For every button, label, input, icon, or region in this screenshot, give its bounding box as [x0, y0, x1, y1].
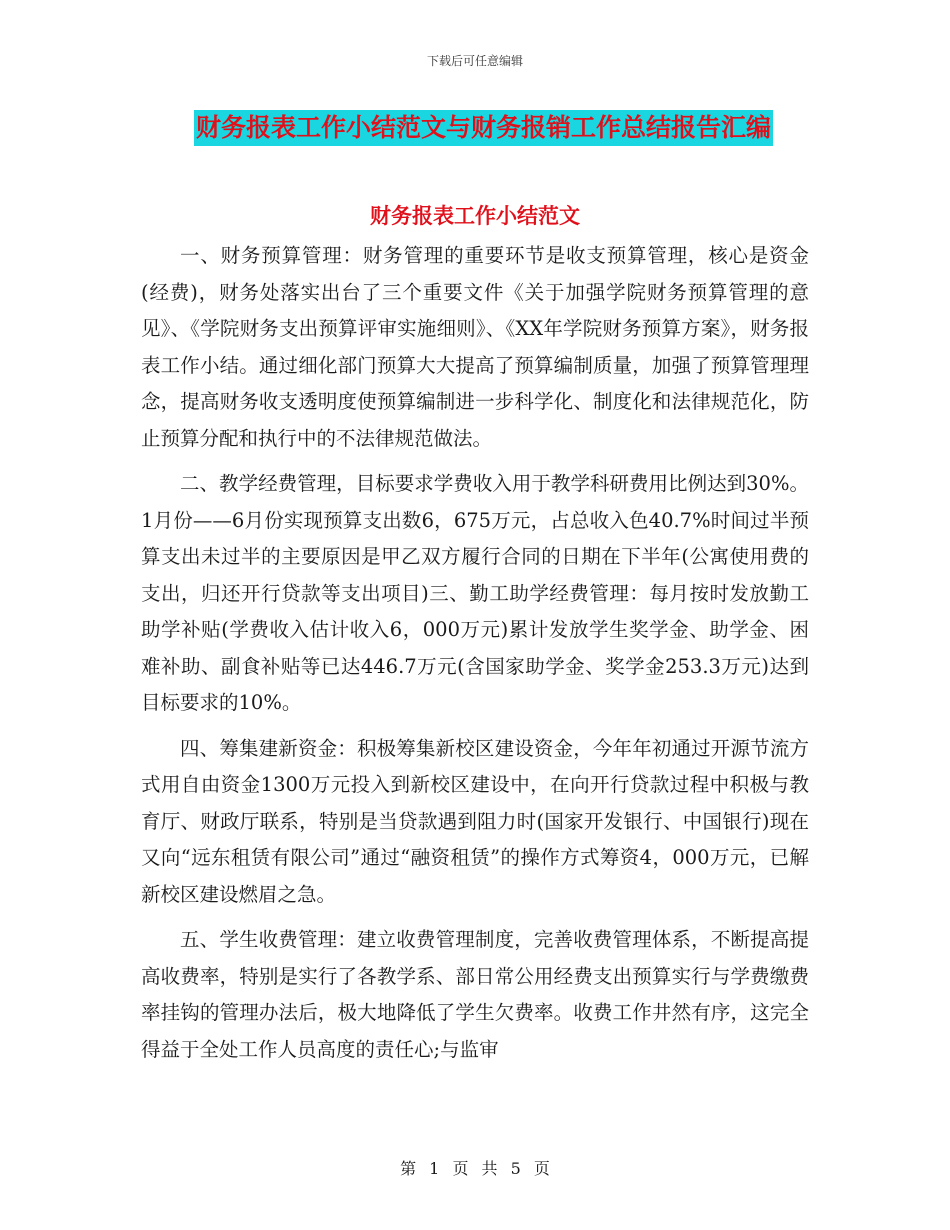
header-note: 下载后可任意编辑 — [426, 54, 523, 68]
document-title: 财务报表工作小结范文与财务报销工作总结报告汇编 — [194, 110, 773, 146]
paragraph-teaching-funds: 二、教学经费管理，目标要求学费收入用于教学科研费用比例达到30%。1月份——6月份实现预算支出数6，675万元，占总收入色40.7%时间过半预算支出未过半的主要原因是甲乙双方履行合同的日期在下半年(公寓使用费的支出，归还开行贷款等支出项目)三、勤工助学经费管理：每月按时发放勤工助学补贴(学费收入估计收入6，000万元)累计发放学生奖学金、助学金、困难补助、副食补贴等已达446.7万元(含国家助学金、奖学金253.3万元)达到目标要求的10%。 — [141, 472, 809, 714]
paragraph-fee-management: 五、学生收费管理：建立收费管理制度，完善收费管理体系，不断提高提高收费率，特别是实行了各教学系、部日常公用经费支出预算实行与学费缴费率挂钩的管理办法后，极大地降低了学生欠费率。收费工作井然有序，这完全得益于全处工作人员高度的责任心;与监审 — [141, 928, 809, 1061]
document-body — [141, 238, 809, 1068]
paragraph-fundraising: 四、筹集建新资金：积极筹集新校区建设资金，今年年初通过开源节流方式用自由资金1300万元投入到新校区建设中，在向开行贷款过程中积极与教育厅、财政厅联系，特别是当贷款遇到阻力时(国家开发银行、中国银行)现在又向“远东租赁有限公司”通过“融资租赁”的操作方式筹资4，000万元，已解新校区建设燃眉之急。 — [141, 736, 809, 906]
page-footer: 第 1 页 共 5 页 — [400, 1159, 550, 1178]
section-title: 财务报表工作小结范文 — [370, 204, 580, 228]
paragraph-budget: 一、财务预算管理：财务管理的重要环节是收支预算管理，核心是资金(经费)，财务处落实出台了三个重要文件《关于加强学院财务预算管理的意见》、《学院财务支出预算评审实施细则》、《XX年学院财务预算方案》，财务报表工作小结。通过细化部门预算大大提高了预算编制质量，加强了预算管理理念，提高财务收支透明度使预算编制进一步科学化、制度化和法律规范化，防止预算分配和执行中的不法律规范做法。 — [141, 244, 809, 450]
